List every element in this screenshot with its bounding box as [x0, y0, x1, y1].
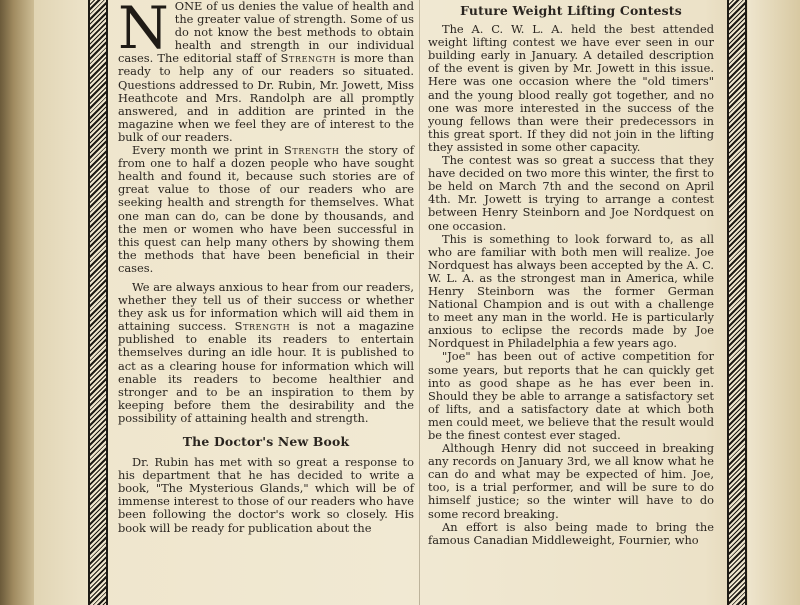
binding-shadow — [0, 0, 34, 605]
right-paragraph-6: An effort is also being made to bring the famous Canadian Middleweight, Fournier, who — [428, 519, 714, 547]
right-page-margin — [748, 0, 800, 605]
right-column — [428, 0, 714, 547]
right-paragraph-1: The A. C. W. L. A. held the best attended weight lifting contest we have ever seen in our building early in January. A detailed description of the event is given by Mr. Jowett in this issue. Here was one occasion where the "old timers" and the young blood really got together, and no one was more interested in the success of the young fellows than were their predecessors in this great sport. If they did not join in the lifting they assisted in some other capacity. — [428, 22, 714, 154]
paragraph-3: We are always anxious to hear from our readers, whether they tell us of their success or whether they ask us for information which will aid them in attaining success. Strength is not a magazine published to enable its readers to entertain themselves during an idle hour. It is published to act as a clearing house for information which will enable its readers to become healthier and stronger and to be an inspiration to them by keeping before them the desirability and the possibility of attaining health and strength. — [118, 279, 414, 425]
section-heading-doctors-book: The Doctor's New Book — [182, 434, 350, 449]
drop-cap: N — [118, 0, 169, 62]
paragraph-4: Dr. Rubin has met with so great a response to his department that he has decided to write a book, "The Mysterious Glands," which will be of immense interest to those of our readers who have been following the doctor's work so closely. His book will be ready for publication about the — [118, 455, 414, 535]
section-heading-weight-lifting: Future Weight Lifting Contests — [460, 3, 682, 18]
right-decorative-border — [727, 0, 747, 605]
right-paragraph-2: The contest was so great a success that they have decided on two more this winter, the first to be held on March 7th and the second on April 4th. Mr. Jowett is trying to arrange a contest between Henry Steinborn and Joe Nordquest on one occasion. — [428, 153, 714, 233]
left-decorative-border — [88, 0, 108, 605]
column-divider — [419, 0, 420, 605]
right-paragraph-4: "Joe" has been out of active competition for some years, but reports that he can quickly get into as good shape as he has ever been in. Should they be able to arrange a satisfactory set of lifts, and a satisfactory date at which both men could meet, we believe that the result would be the finest contest ever staged. — [428, 349, 714, 442]
intro-paragraph: NONE of us denies the value of health and the greater value of strength. Some of us do not know the best methods to obtain health and strength in our individual cases. The editorial staff of Strength is more than ready to help any of our readers so situated. Questions addressed to Dr. Rubin, Mr. Jowett, Miss Heathcote and Mrs. Randolph are all promptly answered, and in addition are printed in the magazine when we feel they are of interest to the bulk of our readers. — [118, 0, 414, 144]
paragraph-2: Every month we print in Strength the story of from one to half a dozen people who have sought health and found it, because such stories are of great value to those of our readers who are seeking health and strength for themselves. What one man can do, can be done by thousands, and the men or women who have been successful in this quest can help many others by showing them the methods that have been beneficial in their cases. — [118, 143, 414, 275]
right-paragraph-5: Although Henry did not succeed in breaking any records on January 3rd, we all know what he can do and what may be expected of him. Joe, too, is a trial performer, and will be sure to do himself justice; so the winter will have to do some record breaking. — [428, 441, 714, 521]
right-paragraph-3: This is something to look forward to, as all who are familiar with both men will realize. Joe Nordquest has always been accepted by the A. C. W. L. A. as the strongest man in America, while Henry Steinborn was the former German National Champion and is out with a challenge to meet any man in the world. He is particularly anxious to eclipse the records made by Joe Nordquest in Philadelphia a few years ago. — [428, 231, 715, 351]
left-column — [118, 0, 414, 535]
